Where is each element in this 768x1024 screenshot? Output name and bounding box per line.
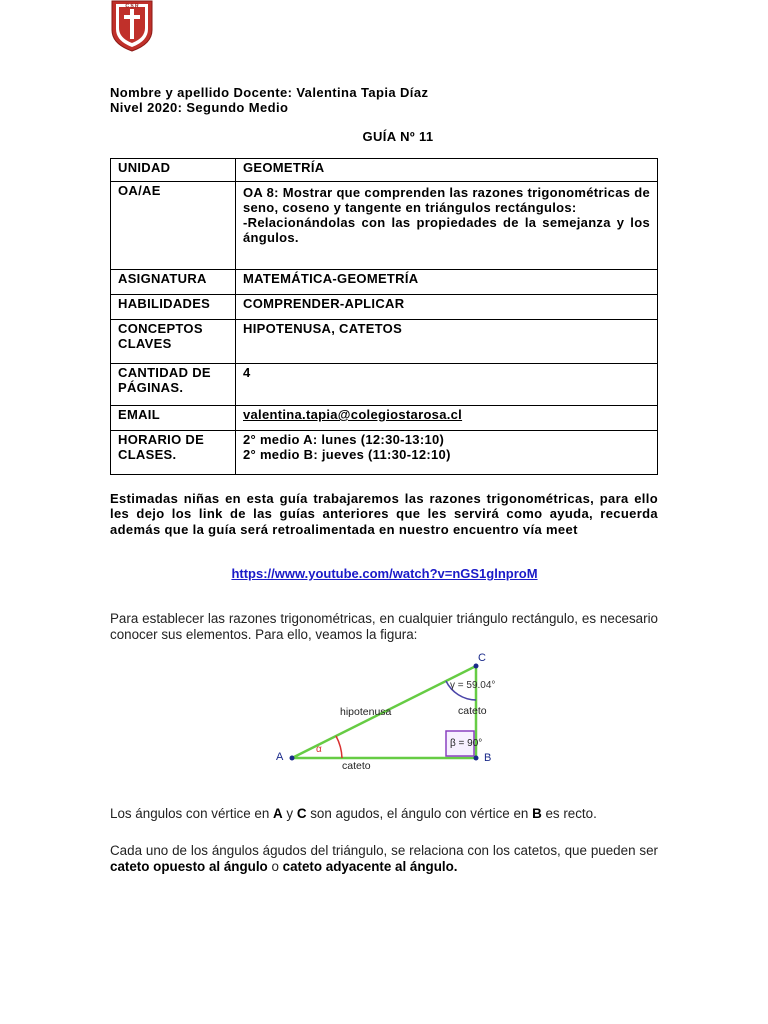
row-value: COMPRENDER-APLICAR [236, 295, 658, 320]
teacher-name: Nombre y apellido Docente: Valentina Tapia Díaz [110, 85, 429, 100]
vertex-a-dot [290, 756, 295, 761]
email-link[interactable]: valentina.tapia@colegiostarosa.cl [243, 407, 463, 422]
schedule-line: 2° medio A: lunes (12:30-13:10) [243, 432, 445, 447]
text-run: o [267, 858, 283, 874]
row-value: 4 [236, 364, 658, 406]
hypotenuse-label: hipotenusa [340, 706, 392, 718]
bold-run: cateto opuesto al ángulo [110, 858, 268, 874]
text-run: Cada uno de los ángulos águdos del triángulo, se relaciona con los catetos, que pueden ser [110, 843, 658, 858]
row-value: MATEMÁTICA-GEOMETRÍA [236, 270, 658, 295]
table-row [111, 182, 658, 270]
table-row [111, 320, 658, 364]
angles-paragraph [110, 806, 658, 822]
vertex-b-label: B [484, 752, 492, 764]
table-row [111, 159, 658, 182]
row-value [236, 431, 658, 475]
guide-title: GUÍA Nº 11 [362, 129, 434, 144]
row-key: EMAIL [111, 406, 236, 431]
table-row [111, 295, 658, 320]
row-key: CONCEPTOS CLAVES [111, 320, 236, 364]
schedule-line: 2° medio B: jueves (11:30-12:10) [243, 447, 451, 462]
vertex-c-dot [474, 664, 479, 669]
table-row [111, 364, 658, 406]
intro-paragraph: Estimadas niñas en esta guía trabajaremos las razones trigonométricas, para ello les dejo los link de las guías anteriores que les servirá como ayuda, recuerda además que la guía será retroalimentada en nuestro encuentro vía meet [110, 491, 658, 537]
row-value: GEOMETRÍA [236, 159, 658, 182]
legs-paragraph [110, 843, 658, 874]
bold-run: B [532, 806, 542, 821]
vertex-b-dot [474, 756, 479, 761]
gamma-label: γ = 59.04° [450, 680, 496, 691]
guide-info-table [110, 158, 658, 475]
row-key: UNIDAD [111, 159, 236, 182]
course-level: Nivel 2020: Segundo Medio [110, 100, 289, 115]
text-run: y [282, 806, 297, 821]
figure-intro-paragraph: Para establecer las razones trigonométricas, en cualquier triángulo rectángulo, es necesario conocer sus elementos. Para ello, veamos la figura: [110, 611, 658, 642]
table-row [111, 270, 658, 295]
row-value [236, 182, 658, 270]
school-crest-icon [109, 0, 155, 52]
row-key: HORARIO DE CLASES. [111, 431, 236, 475]
objective-line: -Relacionándolas con las propiedades de la semejanza y los ángulos. [243, 215, 650, 245]
beta-label: β = 90° [450, 738, 483, 749]
youtube-link[interactable]: https://www.youtube.com/watch?v=nGS1glnproM [231, 566, 538, 581]
bottom-leg-label: cateto [342, 760, 371, 772]
right-triangle-figure [270, 648, 510, 774]
alpha-label: α [316, 744, 322, 755]
text-run: son agudos, el ángulo con vértice en [306, 806, 533, 821]
row-key: OA/AE [111, 182, 236, 270]
text-run: Los ángulos con vértice en [110, 806, 274, 821]
vertex-c-label: C [478, 652, 486, 664]
row-key: ASIGNATURA [111, 270, 236, 295]
row-value: HIPOTENUSA, CATETOS [236, 320, 658, 364]
bold-run: cateto adyacente al ángulo. [282, 858, 458, 874]
row-key: HABILIDADES [111, 295, 236, 320]
row-key: CANTIDAD DE PÁGINAS. [111, 364, 236, 406]
text-run: es recto. [541, 806, 597, 821]
table-row [111, 431, 658, 475]
vertex-a-label: A [276, 751, 284, 763]
crest-letters: C S R [125, 3, 139, 10]
row-value [236, 406, 658, 431]
bold-run: C [296, 806, 307, 821]
bold-run: A [273, 806, 283, 821]
side-leg-label: cateto [458, 705, 487, 717]
table-row [111, 406, 658, 431]
alpha-arc [336, 736, 342, 758]
objective-line: OA 8: Mostrar que comprenden las razones trigonométricas de seno, coseno y tangente en triángulos rectángulos: [243, 185, 650, 215]
